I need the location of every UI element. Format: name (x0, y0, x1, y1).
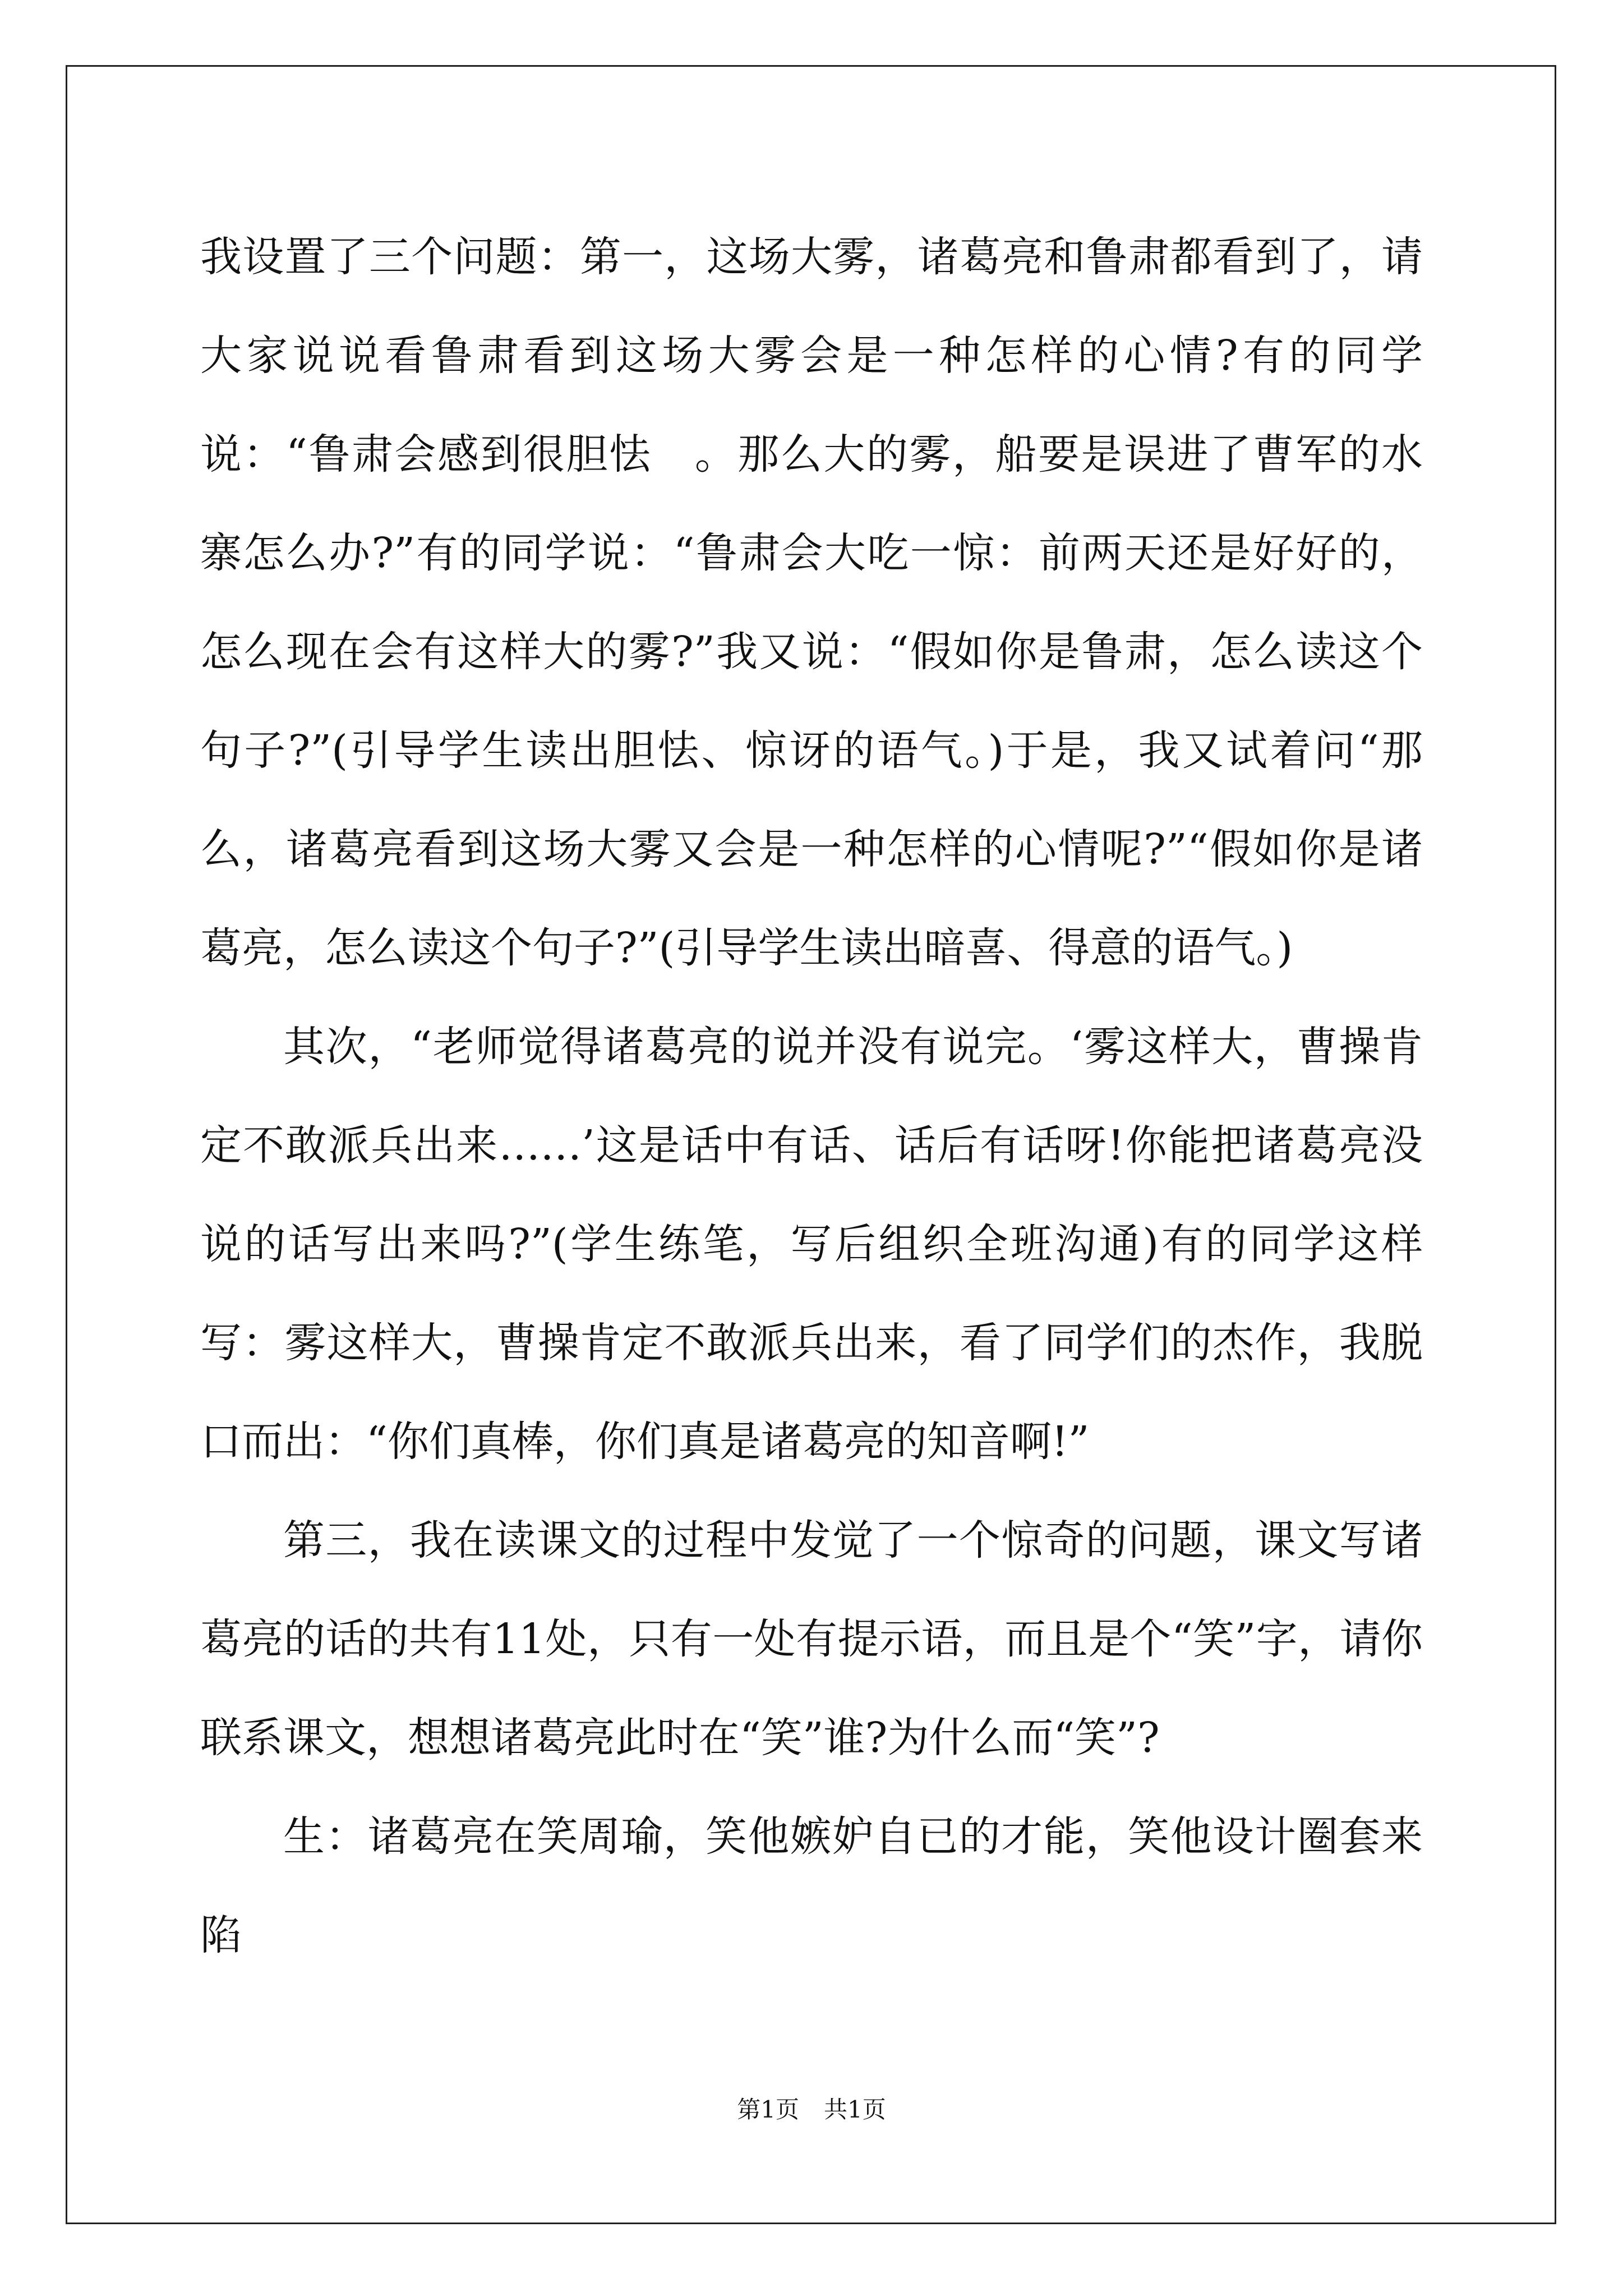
paragraph-3: 第三，我在读课文的过程中发觉了一个惊奇的问题，课文写诸葛亮的话的共有11处，只有一处有提示语，而且是个“笑”字，请你联系课文，想想诸葛亮此时在“笑”谁?为什么而“笑”? (200, 1516, 1423, 1762)
paragraph-4: 生：诸葛亮在笑周瑜，笑他嫉妒自已的才能，笑他设计圈套来陷 (200, 1812, 1423, 1959)
paragraph-1: 我设置了三个问题：第一，这场大雾，诸葛亮和鲁肃都看到了，请大家说说看鲁肃看到这场大雾会是一种怎样的心情?有的同学说：“鲁肃会感到很胆怯 。那么大的雾，船要是误进了曹军的水寨怎么办?”有的同学说：“鲁肃会大吃一惊：前两天还是好好的，怎么现在会有这样大的雾?”我又说：“假如你是鲁肃，怎么读这个句子?”(引导学生读出胆怯、惊讶的语气。)于是，我又试着问“那么，诸葛亮看到这场大雾又会是一种怎样的心情呢?”“假如你是诸葛亮，怎么读这个句子?”(引导学生读出暗喜、得意的语气。) (200, 233, 1423, 972)
paragraph-2: 其次，“老师觉得诸葛亮的说并没有说完。‘雾这样大，曹操肯定不敢派兵出来……’这是话中有话、话后有话呀!你能把诸葛亮没说的话写出来吗?”(学生练笔，写后组织全班沟通)有的同学这样写：雾这样大，曹操肯定不敢派兵出来，看了同学们的杰作，我脱口而出：“你们真棒，你们真是诸葛亮的知音啊!” (200, 1023, 1423, 1466)
page-total: 共1页 (824, 2096, 886, 2123)
document-body (200, 208, 1423, 1985)
page-footer (0, 2091, 1623, 2125)
page-number: 第1页 (737, 2096, 799, 2123)
